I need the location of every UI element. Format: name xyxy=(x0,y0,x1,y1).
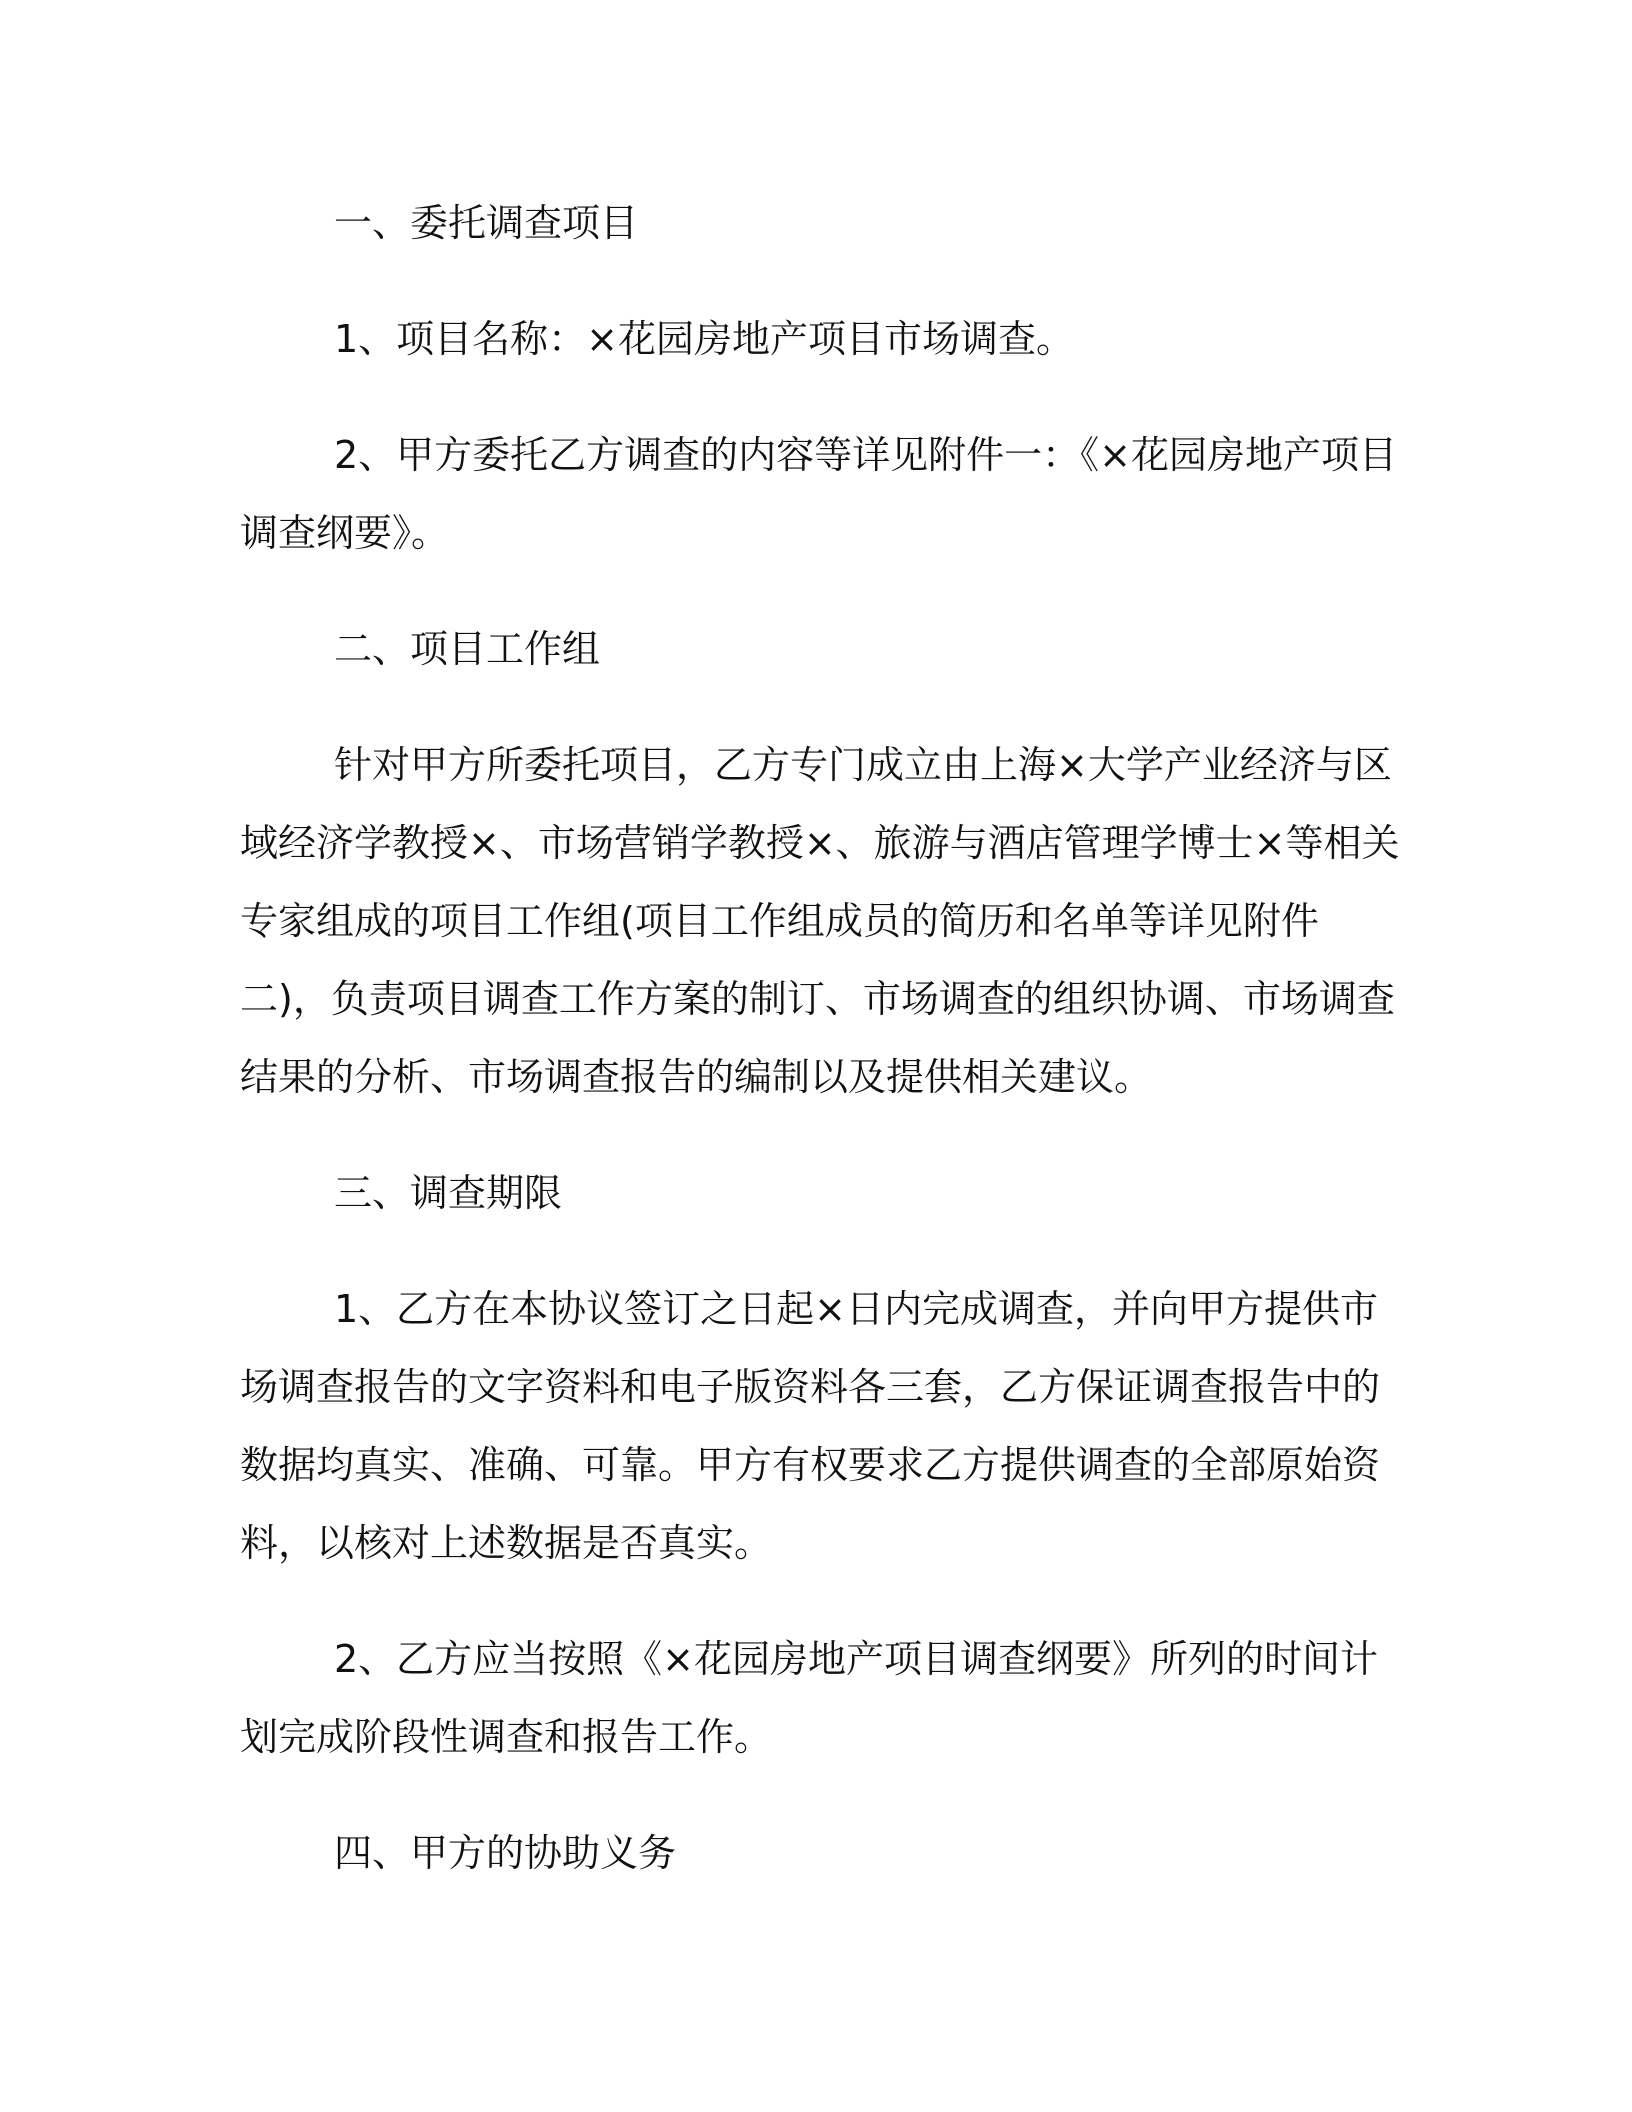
section-heading-1: 一、委托调查项目 xyxy=(334,201,639,245)
spacer xyxy=(240,1232,1400,1270)
spacer xyxy=(240,1116,1400,1154)
spacer xyxy=(240,572,1400,610)
paragraph-project-team: 针对甲方所委托项目，乙方专门成立由上海×大学产业经济与区域经济学教授×、市场营销学教授×、旅游与酒店管理学博士×等相关专家组成的项目工作组(项目工作组成员的简历和名单等详见附件二)，负责项目调查工作方案的制订、市场调查的组织协调、市场调查结果的分析、市场调查报告的编制以及提供相关建议。 xyxy=(240,743,1400,1099)
section-heading-4: 四、甲方的协助义务 xyxy=(334,1831,677,1875)
spacer xyxy=(240,688,1400,726)
paragraph-deadline-2: 2、乙方应当按照《×花园房地产项目调查纲要》所列的时间计划完成阶段性调查和报告工作。 xyxy=(240,1637,1379,1759)
spacer xyxy=(240,378,1400,416)
paragraph-deadline-1: 1、乙方在本协议签订之日起×日内完成调查，并向甲方提供市场调查报告的文字资料和电子版资料各三套，乙方保证调查报告中的数据均真实、准确、可靠。甲方有权要求乙方提供调查的全部原始资料，以核对上述数据是否真实。 xyxy=(240,1287,1381,1565)
spacer xyxy=(240,1776,1400,1814)
section-heading-3: 三、调查期限 xyxy=(334,1171,563,1215)
section-heading-2: 二、项目工作组 xyxy=(334,627,601,671)
spacer xyxy=(240,262,1400,300)
paragraph-survey-content: 2、甲方委托乙方调查的内容等详见附件一：《×花园房地产项目调查纲要》。 xyxy=(240,433,1398,555)
document-content xyxy=(240,184,1400,1892)
spacer xyxy=(240,1582,1400,1620)
paragraph-project-name: 1、项目名称：×花园房地产项目市场调查。 xyxy=(334,317,1075,361)
